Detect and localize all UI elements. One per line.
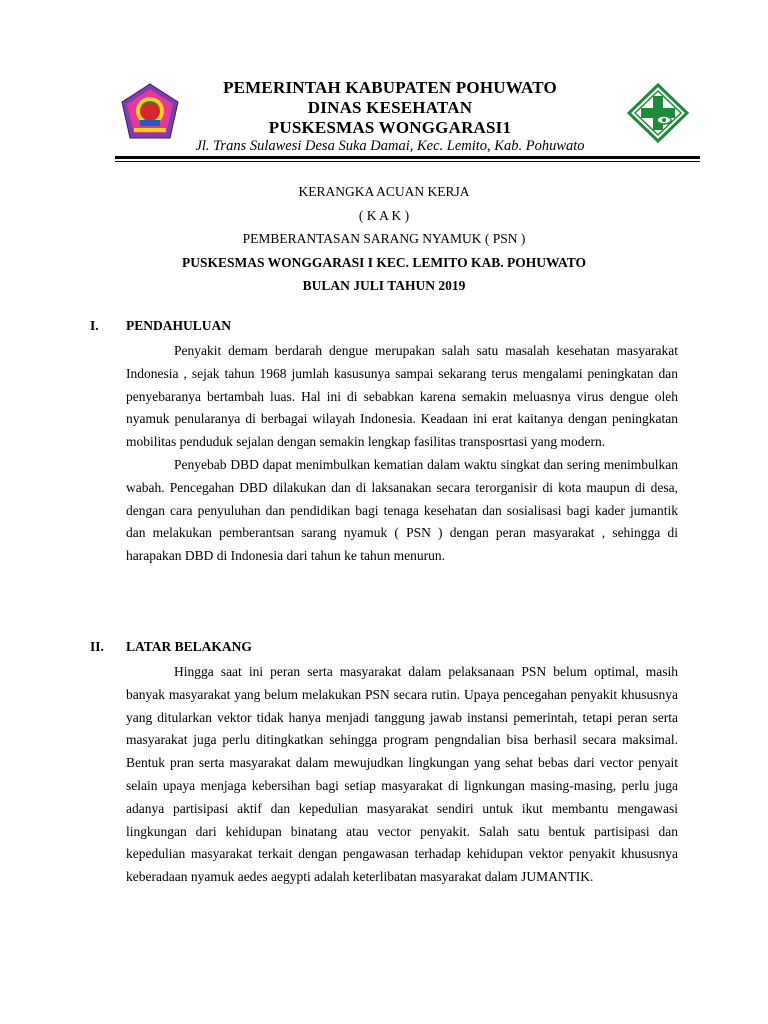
header-divider-thin [115,161,700,162]
letterhead-puskesmas: PUSKESMAS WONGGARASI1 [268,118,512,137]
kabupaten-emblem-icon [118,82,182,142]
document-title-block [90,180,678,298]
section-heading [90,639,678,661]
section-title: PENDAHULUAN [126,318,232,333]
puskesmas-cross-icon [626,82,690,144]
paragraph: Hingga saat ini peran serta masyarakat dalam pelaksanaan PSN belum optimal, masih banyak masyarakat yang belum melakukan PSN secara rutin. Upaya pencegahan penyakit khususnya yang ditularkan vektor tidak hanya menjadi tanggung jawab instansi pemerintah, tetapi peran serta masyarakat juga perlu ditingkatkan sehingga program pengndalian bisa berhasil secara maksimal. Bentuk pran serta masyarakat dalam mewujudkan lingkungan yang sehat bebas dari vector penyait selain upaya menjaga kebersihan bagi setiap masyarakat di lignkungan masing-masing, perlu juga adanya partisipasi aktif dan kepedulian masyarakat sendiri untuk ikut membantu mengawasi lingkungan dari kehidupan binatang atau vector penyakit. Salah satu bentuk partisipasi dan kepedulian masyarakat terkait dengan pengawasan terhadap kehidupan vektor penyakit khususnya keberadaan nyamuk aedes aegypti adalah keterlibatan masyarakat dalam JUMANTIK. [126,664,678,885]
title-kak: KERANGKA ACUAN KERJA [298,184,470,199]
section-number: II. [90,639,104,654]
paragraph: Penyebab DBD dapat menimbulkan kematian dalam waktu singkat dan sering menimbulkan wabah. Pencegahan DBD dilakukan dan di laksanakan secara terorganisir di kota maupun di desa, dengan cara penyuluhan dan pendidikan bagi tenaga kesehatan dan sosialisasi bagi kader jumantik dan melakukan pemberantsan sarang nyamuk ( PSN ) dengan peran masyarakat , sehingga di harapakan DBD di Indonesia dari tahun ke tahun menurun. [126,456,678,564]
section-heading [90,318,678,340]
letterhead [180,78,600,155]
letterhead-department: DINAS KESEHATAN [307,98,473,117]
section-pendahuluan [90,318,678,568]
paragraph: Penyakit demam berdarah dengue merupakan salah satu masalah kesehatan masyarakat Indonesia , sejak tahun 1968 jumlah kasusunya sampai sekarang terus mengalami peningkatan dan penyebaranya bertambah luas. Hal ini di sebabkan karena semakin meluasnya virus dengue oleh nyamuk penularanya di berbagai wilayah Indonesia. Keadaan ini erat kaitanya dengan peningkatan mobilitas penduduk sejalan dengan semakin lengkap fasilitas transposrtasi yang modern. [126,343,678,450]
title-kak-abbrev: ( K A K ) [358,207,410,223]
title-program: PEMBERANTASAN SARANG NYAMUK ( PSN ) [242,231,526,246]
letterhead-address: Jl. Trans Sulawesi Desa Suka Damai, Kec. Lemito, Kab. Pohuwato [195,138,585,154]
title-period: BULAN JULI TAHUN 2019 [302,278,466,293]
section-title: LATAR BELAKANG [126,639,252,654]
header-divider-thick [115,156,700,159]
section-latar-belakang [90,639,678,889]
title-location: PUSKESMAS WONGGARASI I KEC. LEMITO KAB. POHUWATO [181,254,587,270]
section-number: I. [90,318,99,333]
letterhead-government: PEMERINTAH KABUPATEN POHUWATO [223,78,557,97]
